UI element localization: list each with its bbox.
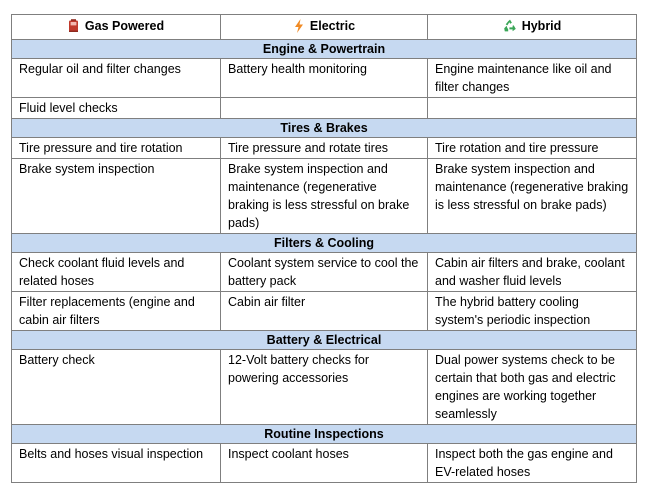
table-cell: Inspect coolant hoses (221, 444, 428, 483)
header-gas-powered-label: Gas Powered (84, 19, 165, 33)
table-cell: Battery check (12, 350, 221, 425)
table-cell: Brake system inspection and maintenance (regenerative braking is less stressful on brake pads) (221, 159, 428, 234)
section-title: Engine & Powertrain (12, 40, 637, 59)
table-row (12, 350, 637, 425)
table-cell: Tire rotation and tire pressure (428, 138, 637, 159)
header-electric-label: Electric (309, 19, 356, 33)
header-hybrid-label: Hybrid (521, 19, 562, 33)
section-title: Routine Inspections (12, 425, 637, 444)
section-row-tires-brakes (12, 119, 637, 138)
table-row (12, 444, 637, 483)
table-cell: Brake system inspection and maintenance (regenerative braking is less stressful on brake pads) (428, 159, 637, 234)
table-cell: Filter replacements (engine and cabin air filters (12, 292, 221, 331)
table-cell (428, 98, 637, 119)
fuel-pump-icon (68, 19, 80, 33)
table-cell: Check coolant fluid levels and related hoses (12, 253, 221, 292)
table-cell: Battery health monitoring (221, 59, 428, 98)
table-cell: Coolant system service to cool the battery pack (221, 253, 428, 292)
table-cell: Regular oil and filter changes (12, 59, 221, 98)
table-cell: Cabin air filter (221, 292, 428, 331)
table-cell: Tire pressure and tire rotation (12, 138, 221, 159)
section-row-filters-cooling (12, 234, 637, 253)
table-row (12, 159, 637, 234)
section-row-engine-powertrain (12, 40, 637, 59)
table-cell: Inspect both the gas engine and EV-related hoses (428, 444, 637, 483)
header-electric (221, 15, 428, 40)
lightning-bolt-icon (293, 19, 305, 33)
table-cell: Fluid level checks (12, 98, 221, 119)
table-row (12, 292, 637, 331)
table-row (12, 138, 637, 159)
table-row (12, 59, 637, 98)
section-title: Tires & Brakes (12, 119, 637, 138)
table-cell: Belts and hoses visual inspection (12, 444, 221, 483)
table-cell: Tire pressure and rotate tires (221, 138, 428, 159)
table-row (12, 253, 637, 292)
section-row-battery-electrical (12, 331, 637, 350)
section-title: Filters & Cooling (12, 234, 637, 253)
header-row (12, 15, 637, 40)
table-cell: The hybrid battery cooling system's periodic inspection (428, 292, 637, 331)
table-row (12, 98, 637, 119)
table-cell: 12-Volt battery checks for powering accessories (221, 350, 428, 425)
table-cell: Engine maintenance like oil and filter changes (428, 59, 637, 98)
recycle-icon (503, 19, 517, 33)
maintenance-comparison-table-container (11, 14, 637, 483)
header-hybrid (428, 15, 637, 40)
table-cell: Dual power systems check to be certain that both gas and electric engines are working together seamlessly (428, 350, 637, 425)
table-cell: Brake system inspection (12, 159, 221, 234)
maintenance-comparison-table (11, 14, 637, 483)
table-cell: Cabin air filters and brake, coolant and washer fluid levels (428, 253, 637, 292)
section-title: Battery & Electrical (12, 331, 637, 350)
table-cell (221, 98, 428, 119)
section-row-routine-inspections (12, 425, 637, 444)
header-gas-powered (12, 15, 221, 40)
